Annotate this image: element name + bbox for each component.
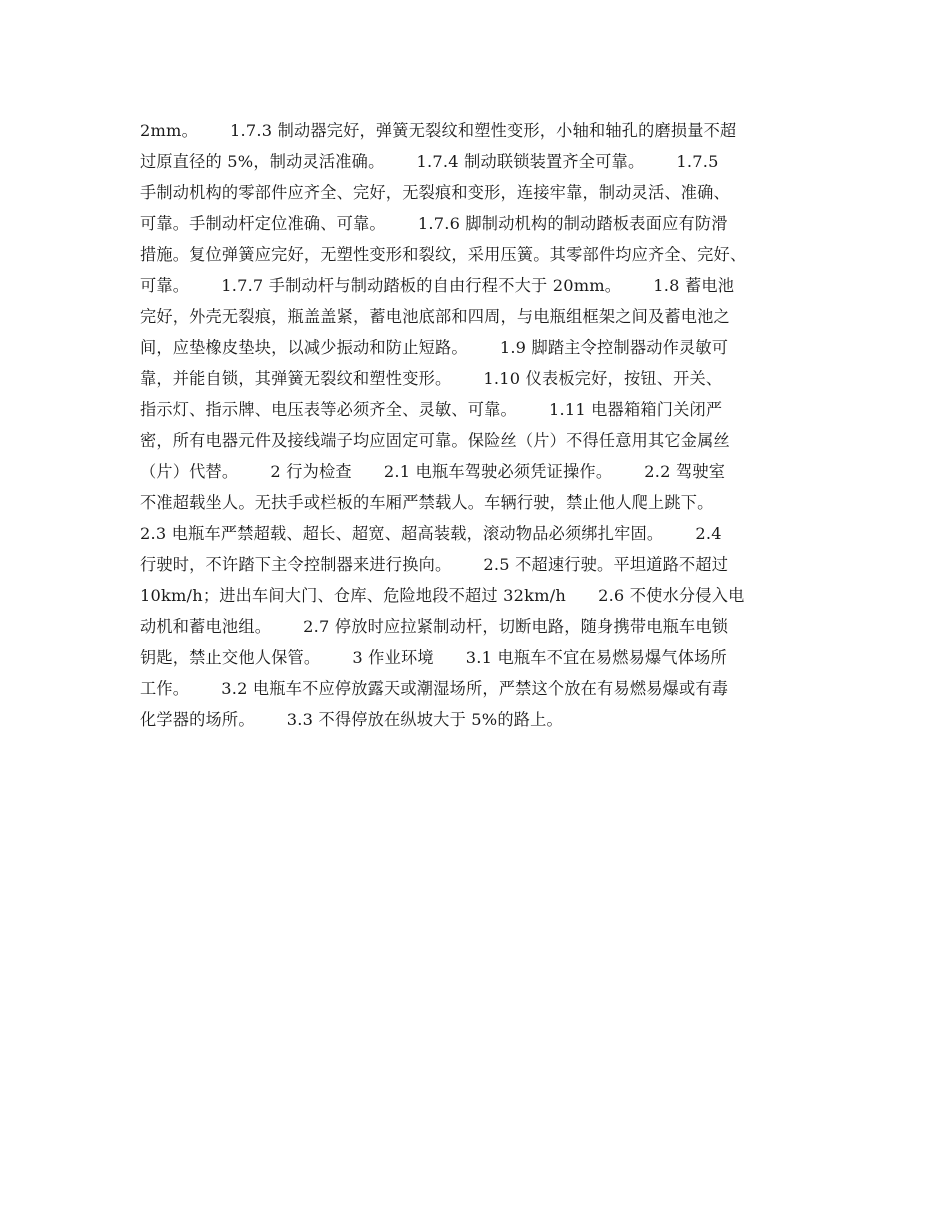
text-line: 措施。复位弹簧应完好，无塑性变形和裂纹，采用压簧。其零部件均应齐全、完好、 xyxy=(140,245,747,264)
text-line: 2mm。 1.7.3 制动器完好，弹簧无裂纹和塑性变形，小轴和轴孔的磨损量不超 xyxy=(140,121,737,140)
text-line: 化学器的场所。 3.3 不得停放在纵坡大于 5%的路上。 xyxy=(140,710,563,729)
text-line: 2.3 电瓶车严禁超载、超长、超宽、超高装载，滚动物品必须绑扎牢固。 2.4 xyxy=(140,524,722,543)
text-line: 完好，外壳无裂痕，瓶盖盖紧，蓄电池底部和四周，与电瓶组框架之间及蓄电池之 xyxy=(140,307,730,326)
text-line: 动机和蓄电池组。 2.7 停放时应拉紧制动杆，切断电路，随身携带电瓶车电锁 xyxy=(140,617,729,636)
text-line: 可靠。 1.7.7 手制动杆与制动踏板的自由行程不大于 20mm。 1.8 蓄电池 xyxy=(140,276,735,295)
text-line: 10km/h；进出车间大门、仓库、危险地段不超过 32km/h 2.6 不使水分侵入电 xyxy=(140,586,745,605)
text-line: 密，所有电器元件及接线端子均应固定可靠。保险丝（片）不得任意用其它金属丝 xyxy=(140,431,730,450)
text-line: 行驶时，不许踏下主令控制器来进行换向。 2.5 不超速行驶。平坦道路不超过 xyxy=(140,555,729,574)
text-line: 工作。 3.2 电瓶车不应停放露天或潮湿场所，严禁这个放在有易燃易爆或有毒 xyxy=(140,679,729,698)
text-line: 靠，并能自锁，其弹簧无裂纹和塑性变形。 1.10 仪表板完好，按钮、开关、 xyxy=(140,369,723,388)
text-line: 指示灯、指示牌、电压表等必须齐全、灵敏、可靠。 1.11 电器箱箱门关闭严 xyxy=(140,400,723,419)
text-line: 间，应垫橡皮垫块，以减少振动和防止短路。 1.9 脚踏主令控制器动作灵敏可 xyxy=(140,338,729,357)
text-line: 可靠。手制动杆定位准确、可靠。 1.7.6 脚制动机构的制动踏板表面应有防滑 xyxy=(140,214,728,233)
text-line: （片）代替。 2 行为检查 2.1 电瓶车驾驶必须凭证操作。 2.2 驾驶室 xyxy=(140,462,726,481)
text-line: 钥匙，禁止交他人保管。 3 作业环境 3.1 电瓶车不宜在易燃易爆气体场所 xyxy=(140,648,727,667)
text-line: 不准超载坐人。无扶手或栏板的车厢严禁载人。车辆行驶，禁止他人爬上跳下。 xyxy=(140,493,714,512)
text-line: 过原直径的 5%，制动灵活准确。 1.7.4 制动联锁装置齐全可靠。 1.7.5 xyxy=(140,152,719,171)
body-text xyxy=(140,115,820,735)
text-line: 手制动机构的零部件应齐全、完好，无裂痕和变形，连接牢靠，制动灵活、准确、 xyxy=(140,183,730,202)
